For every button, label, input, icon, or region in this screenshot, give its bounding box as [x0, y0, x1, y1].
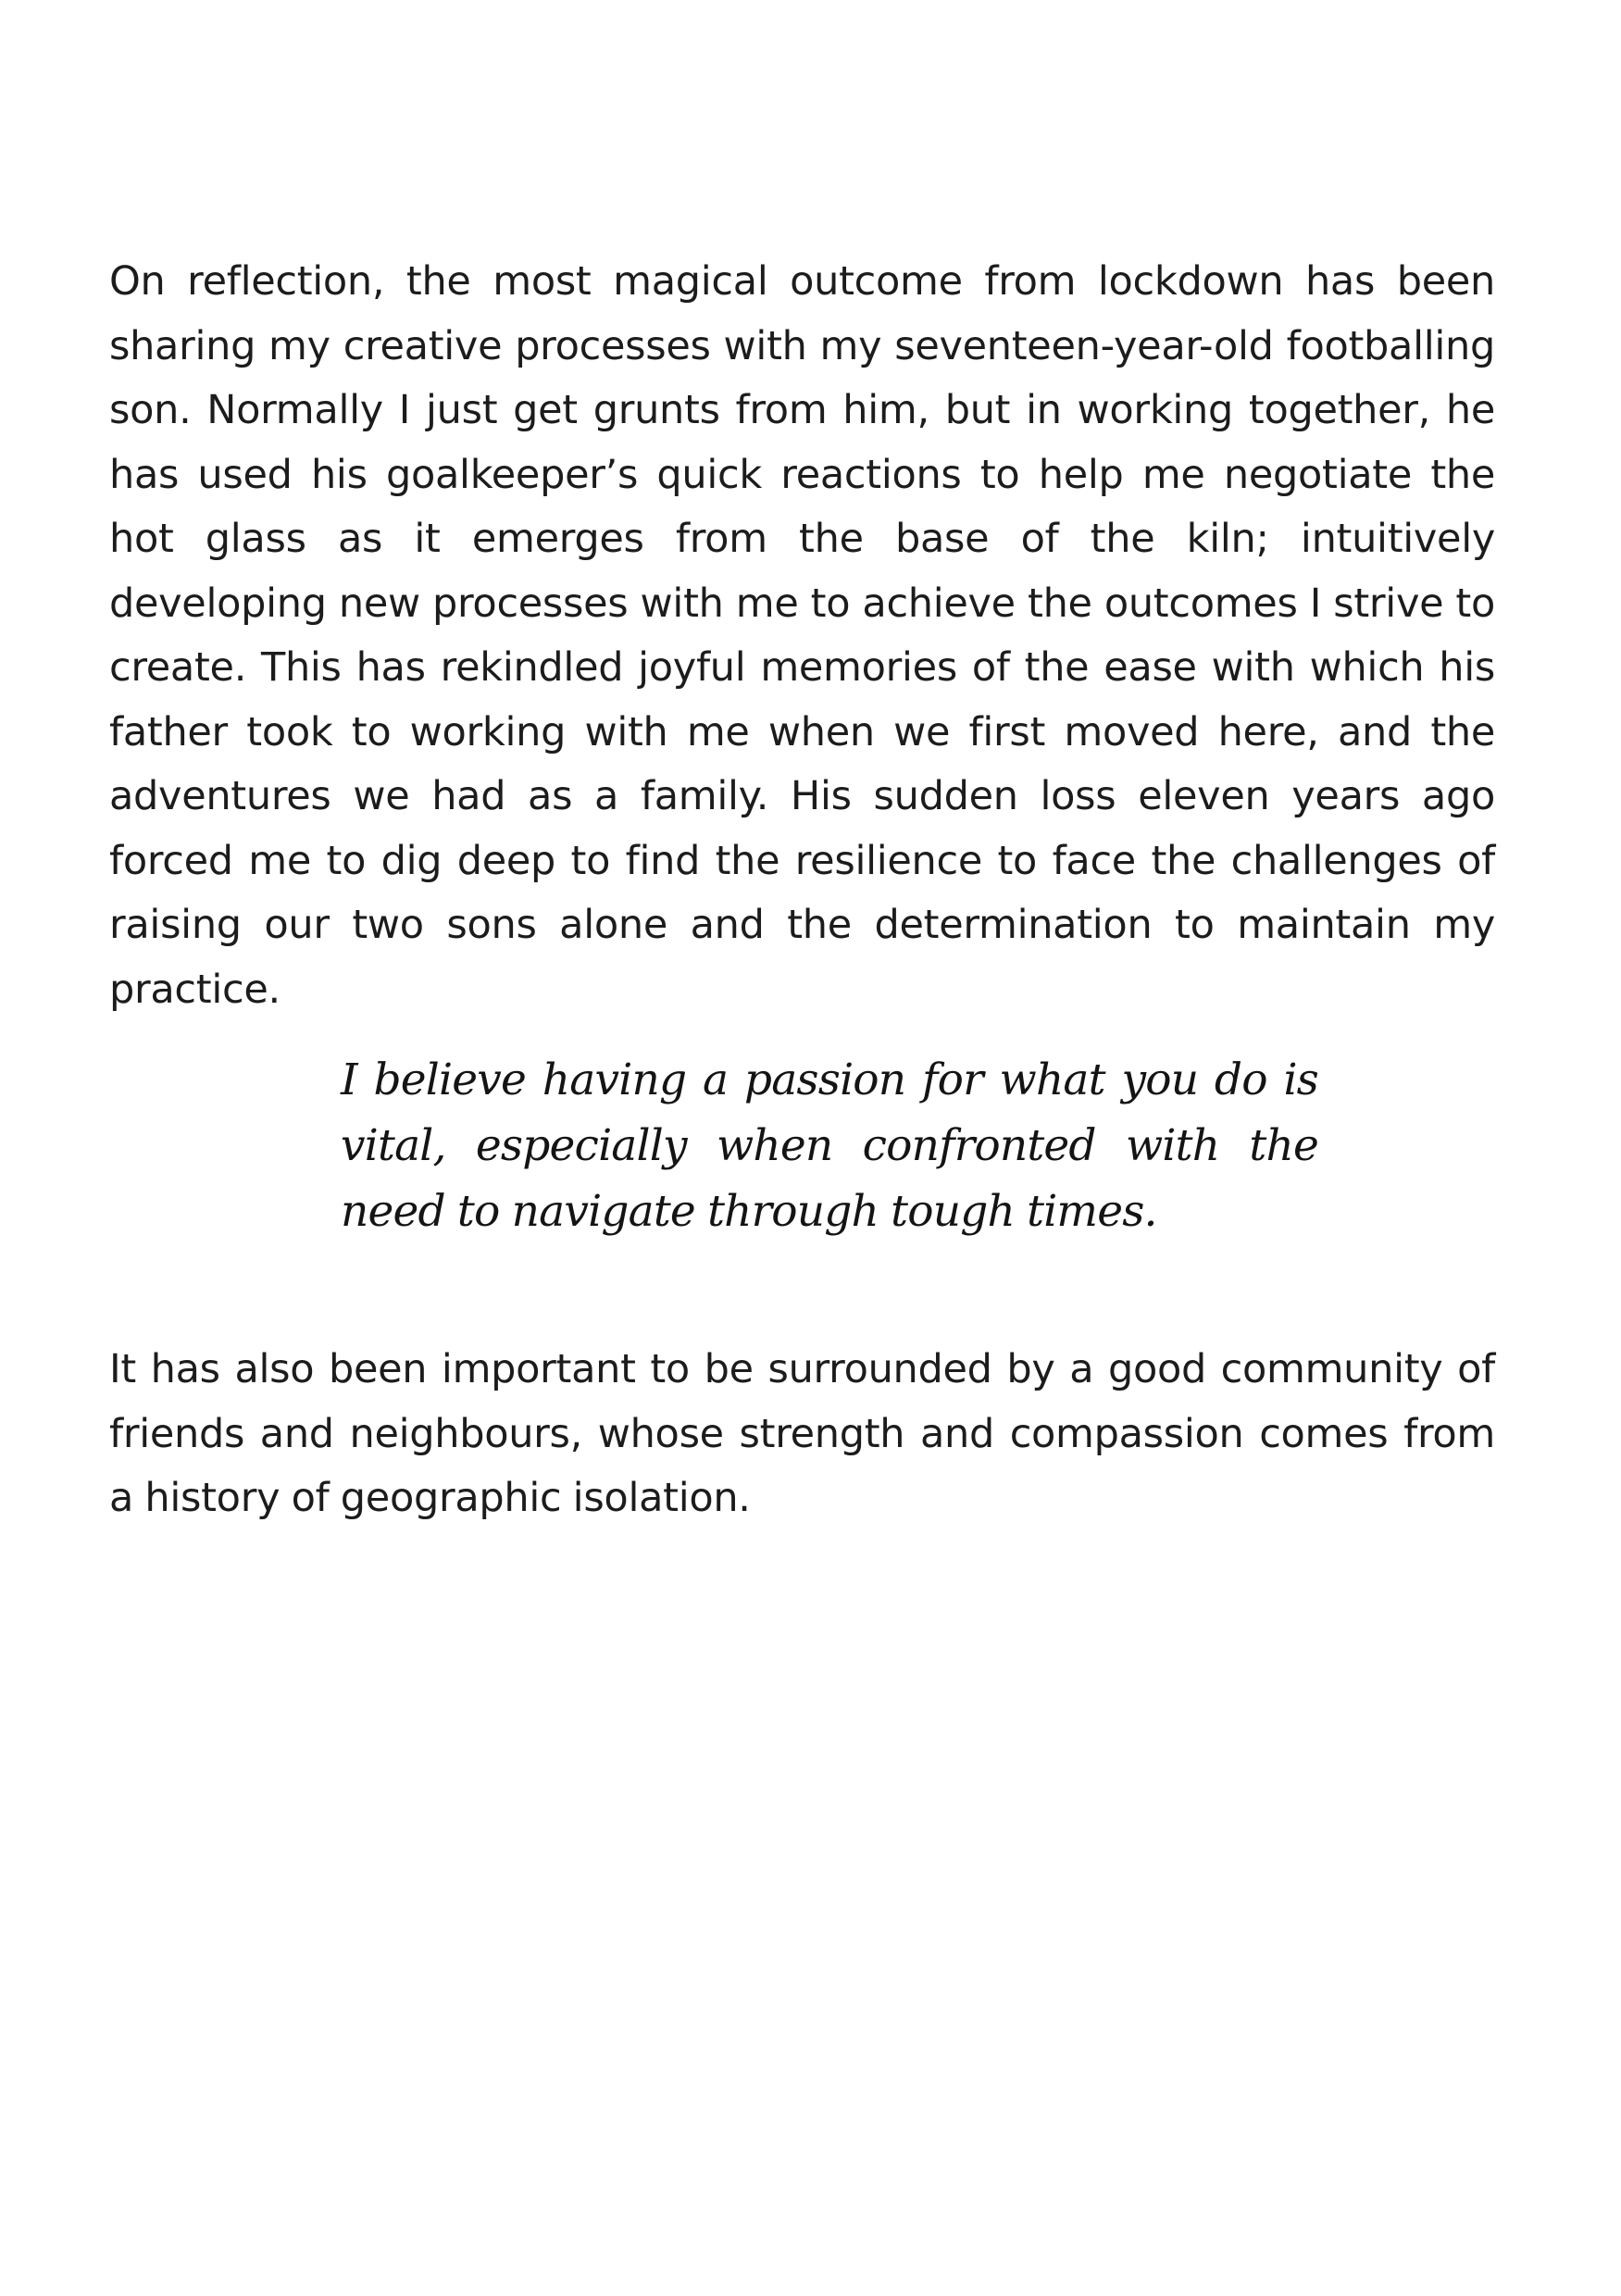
body-paragraph-reflection: On reflection, the most magical outcome from lockdown has been sharing my creative processes with my seventeen-year-old footballing son. Normally I just get grunts from him, but in working together, he has used his goalkeeper’s quick reactions to help me negotiate the hot glass as it emerges from the base of the kiln; intuitively developing new processes with me to achieve the outcomes I strive to create. This has rekindled joyful memories of the ease with which his father took to working with me when we first moved here, and the adventures we had as a family. His sudden loss eleven years ago forced me to dig deep to find the resilience to face the challenges of raising our two sons alone and the determination to maintain my practice.: [109, 258, 1495, 1013]
body-paragraph-community: It has also been important to be surrounded by a good community of friends and neighbours, whose strength and compassion comes from a history of geographic isolation.: [109, 1346, 1495, 1521]
pull-quote: I believe having a passion for what you do is vital, especially when confronted with the need to navigate through tough times.: [341, 1054, 1318, 1237]
